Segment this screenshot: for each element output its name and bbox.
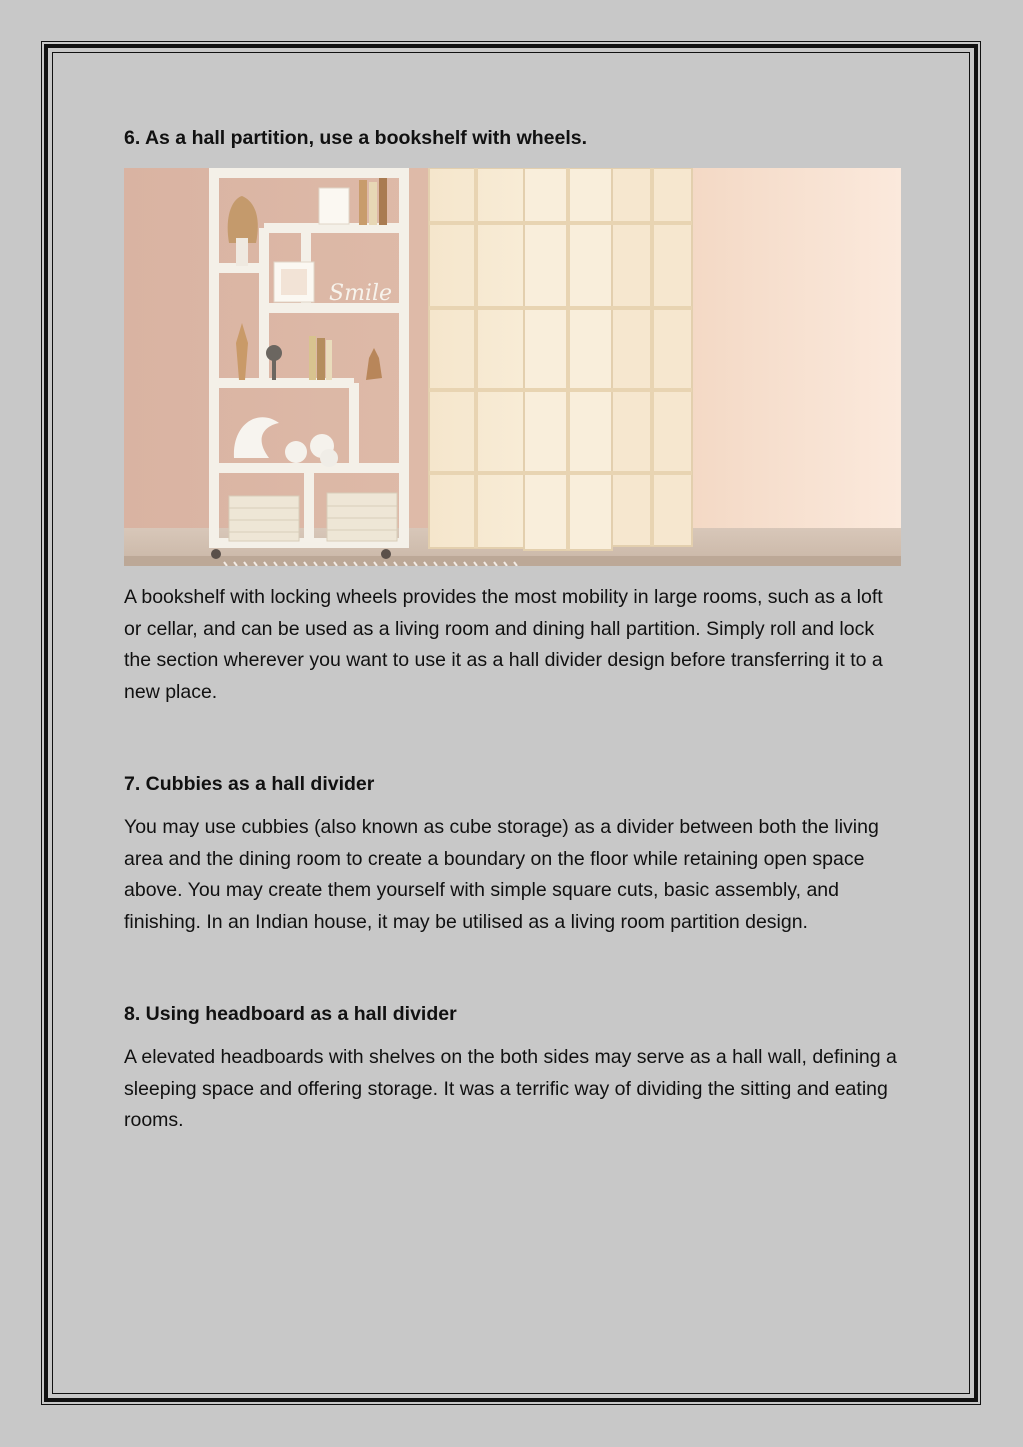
section-8-heading: 8. Using headboard as a hall divider — [124, 1003, 457, 1025]
bookshelf-divider-photo — [124, 168, 901, 566]
section-7-body: You may use cubbies (also known as cube storage) as a divider between both the living area and the dining room to create a boundary on the floor while retaining open space above. You may create them yourself with simple square cuts, basic assembly, and finishing. In an Indian house, it may be utilised as a living room partition design. — [124, 816, 879, 933]
section-8-body: A elevated headboards with shelves on the both sides may serve as a hall wall, defining a sleeping space and offering storage. It was a terrific way of dividing the sitting and eating rooms. — [124, 1046, 897, 1131]
section-6-heading: 6. As a hall partition, use a bookshelf with wheels. — [124, 127, 588, 149]
smile-decor-text: Smile — [329, 281, 393, 306]
section-6-body: A bookshelf with locking wheels provides the most mobility in large rooms, such as a loft or cellar, and can be used as a living room and dining hall partition. Simply roll and lock the section wherever you want to use it as a hall divider design before transferring it to a new place. — [124, 586, 883, 703]
document-content — [124, 122, 904, 1137]
section-7-heading: 7. Cubbies as a hall divider — [124, 773, 375, 795]
